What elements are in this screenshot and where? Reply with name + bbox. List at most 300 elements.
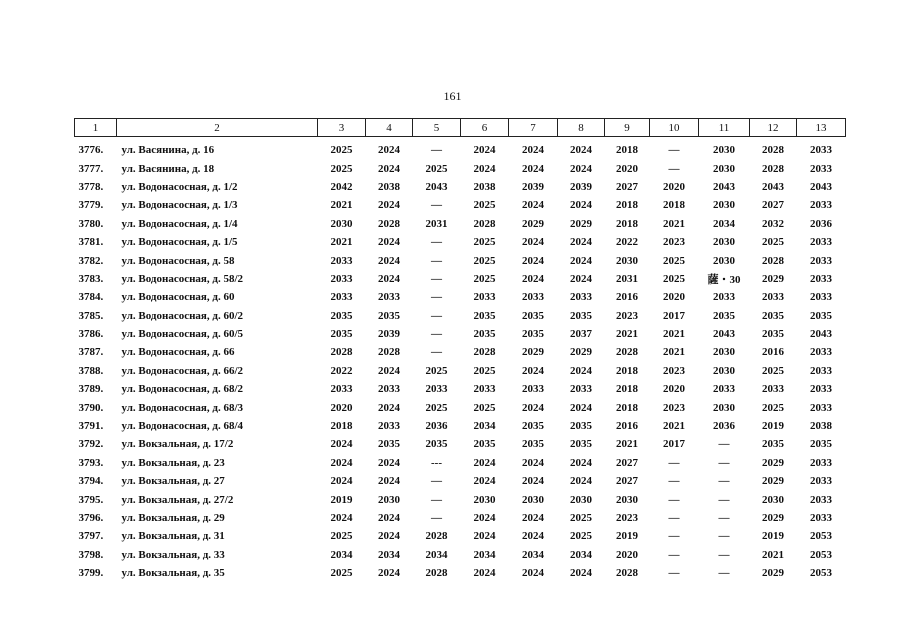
year-cell: 2024 xyxy=(570,456,592,469)
year-cell: 2025 xyxy=(473,272,496,285)
year-cell: 2030 xyxy=(522,493,544,506)
year-cell: 2033 xyxy=(810,236,832,249)
year-cell: — xyxy=(718,512,730,524)
year-cell: 2024 xyxy=(522,456,544,469)
year-cell: 2033 xyxy=(330,254,353,267)
column-header-1: 1 xyxy=(75,119,117,137)
year-cell: — xyxy=(668,512,680,524)
column-header-6: 6 xyxy=(461,119,509,137)
year-cell: 2033 xyxy=(810,364,832,377)
year-cell: 2025 xyxy=(663,254,685,267)
year-cell: 2025 xyxy=(473,364,496,377)
year-cell: 2033 xyxy=(810,144,832,157)
year-cell: — xyxy=(431,254,442,267)
year-cell: 2020 xyxy=(663,180,685,193)
year-cell: 2023 xyxy=(663,236,685,249)
year-cell: 2020 xyxy=(663,291,685,304)
address-cell: ул. Васянина, д. 16 xyxy=(121,144,215,157)
year-cell: 2028 xyxy=(330,346,353,359)
table-header xyxy=(75,119,846,137)
year-cell: 2024 xyxy=(570,254,592,267)
year-cell: 2035 xyxy=(762,309,784,322)
year-cell: 2018 xyxy=(616,199,638,212)
year-cell: 2022 xyxy=(330,364,353,377)
year-cell: — xyxy=(668,162,680,175)
row-number: 3793. xyxy=(78,456,104,469)
year-cell: 2017 xyxy=(663,438,685,451)
year-cell: 2025 xyxy=(425,364,448,377)
table-row xyxy=(75,564,846,582)
year-cell: 2024 xyxy=(522,272,544,285)
year-cell: 2034 xyxy=(713,217,735,230)
year-cell: — xyxy=(431,493,442,506)
year-cell: 2016 xyxy=(762,346,784,359)
address-cell: ул. Водонасосная, д. 1/4 xyxy=(121,217,238,230)
table-row xyxy=(75,435,846,453)
table-row xyxy=(75,509,846,527)
year-cell: 2053 xyxy=(810,567,832,580)
year-cell: 2024 xyxy=(378,401,400,414)
year-cell: 2018 xyxy=(616,401,638,414)
table-row xyxy=(75,233,846,251)
year-cell: — xyxy=(718,438,730,451)
year-cell: 2036 xyxy=(713,420,735,433)
year-cell: 2024 xyxy=(473,512,496,524)
year-cell: 2030 xyxy=(762,493,784,506)
address-cell: ул. Водонасосная, д. 1/5 xyxy=(121,236,238,249)
year-cell: 2034 xyxy=(473,548,496,561)
address-cell: ул. Водонасосная, д. 68/4 xyxy=(121,420,243,433)
year-cell: 2018 xyxy=(616,144,638,157)
year-cell: 2033 xyxy=(762,383,784,396)
year-cell: 2020 xyxy=(330,401,353,414)
table-row xyxy=(75,288,846,306)
year-cell: 2025 xyxy=(570,512,592,524)
year-cell: 2033 xyxy=(810,254,832,267)
table-row xyxy=(75,307,846,325)
year-cell: 2024 xyxy=(522,512,544,524)
year-cell: 2025 xyxy=(473,199,496,212)
table-row xyxy=(75,398,846,416)
year-cell: 2025 xyxy=(330,567,353,580)
year-cell: 2029 xyxy=(762,475,784,488)
year-cell: 2027 xyxy=(762,199,784,212)
row-number: 3778. xyxy=(78,180,104,193)
year-cell: — xyxy=(431,328,442,341)
year-cell: --- xyxy=(431,456,442,469)
year-cell: 2027 xyxy=(616,475,638,488)
year-cell: 2032 xyxy=(762,217,784,230)
year-cell: 2028 xyxy=(762,254,784,267)
year-cell: 2024 xyxy=(473,567,496,580)
table-row xyxy=(75,362,846,380)
row-number: 3781. xyxy=(78,236,104,249)
year-cell: 2034 xyxy=(330,548,353,561)
row-number: 3799. xyxy=(78,567,104,580)
year-cell: 2030 xyxy=(473,493,496,506)
year-cell: 2035 xyxy=(473,438,496,451)
year-cell: 2021 xyxy=(663,346,685,359)
year-cell: 2035 xyxy=(425,438,448,451)
year-cell: 2030 xyxy=(713,162,735,175)
year-cell: — xyxy=(718,493,730,506)
year-cell: 2018 xyxy=(616,383,638,396)
address-cell: ул. Вокзальная, д. 27/2 xyxy=(121,493,234,506)
year-cell: 2035 xyxy=(522,328,544,341)
year-cell: — xyxy=(668,475,680,488)
column-header-7: 7 xyxy=(509,119,558,137)
year-cell: 2043 xyxy=(810,328,832,341)
year-cell: 2033 xyxy=(810,162,832,175)
year-cell: 2028 xyxy=(473,346,496,359)
year-cell: 2029 xyxy=(762,272,784,285)
column-header-5: 5 xyxy=(413,119,461,137)
table-row xyxy=(75,343,846,361)
year-cell: — xyxy=(718,456,730,469)
year-cell: 2053 xyxy=(810,548,832,561)
year-cell: 2025 xyxy=(425,162,448,175)
year-cell: 2033 xyxy=(810,512,832,524)
year-cell: 2021 xyxy=(663,217,685,230)
year-cell: 2024 xyxy=(378,567,400,580)
column-header-11: 11 xyxy=(699,119,750,137)
year-cell: — xyxy=(431,512,442,524)
year-cell: 2030 xyxy=(330,217,353,230)
year-cell: 2039 xyxy=(570,180,592,193)
year-cell: 2021 xyxy=(663,420,685,433)
year-cell: 2021 xyxy=(616,328,638,341)
year-cell: 2033 xyxy=(330,291,353,304)
year-cell: 2023 xyxy=(663,401,685,414)
year-cell: 2024 xyxy=(522,475,544,488)
year-cell: 2035 xyxy=(522,309,544,322)
year-cell: 2030 xyxy=(713,144,735,157)
year-cell: 2025 xyxy=(425,401,448,414)
year-cell: 2030 xyxy=(713,254,735,267)
year-cell: 2024 xyxy=(522,530,544,543)
address-cell: ул. Водонасосная, д. 58/2 xyxy=(121,272,243,285)
year-cell: 2024 xyxy=(378,236,400,249)
year-cell: 2043 xyxy=(762,180,784,193)
row-number: 3780. xyxy=(78,217,104,230)
year-cell: 2016 xyxy=(616,291,638,304)
year-cell: 2033 xyxy=(810,475,832,488)
year-cell: — xyxy=(668,567,680,580)
year-cell: 2023 xyxy=(616,309,638,322)
year-cell: — xyxy=(718,530,730,543)
year-cell: 2025 xyxy=(570,530,592,543)
year-cell: 2029 xyxy=(570,346,592,359)
row-number: 3783. xyxy=(78,272,104,285)
year-cell: — xyxy=(668,456,680,469)
year-cell: 2035 xyxy=(570,438,592,451)
year-cell: 2033 xyxy=(810,493,832,506)
year-cell: — xyxy=(718,475,730,488)
year-cell: 2029 xyxy=(762,456,784,469)
year-cell: 2024 xyxy=(522,567,544,580)
year-cell: 2024 xyxy=(378,199,400,212)
year-cell: 2024 xyxy=(378,272,400,285)
year-cell: 2021 xyxy=(762,548,784,561)
year-cell: 2016 xyxy=(616,420,638,433)
year-cell: 2025 xyxy=(473,236,496,249)
year-cell: 2024 xyxy=(330,438,353,451)
address-cell: ул. Вокзальная, д. 33 xyxy=(121,548,225,561)
year-cell: 2024 xyxy=(570,236,592,249)
year-cell: 2030 xyxy=(713,364,735,377)
year-cell: — xyxy=(431,236,442,249)
year-cell: 2028 xyxy=(616,346,638,359)
year-cell: 2018 xyxy=(616,217,638,230)
year-cell: 2033 xyxy=(713,383,735,396)
address-cell: ул. Водонасосная, д. 68/2 xyxy=(121,383,243,396)
table-row xyxy=(75,490,846,508)
year-cell: 2028 xyxy=(473,217,496,230)
row-number: 3789. xyxy=(78,383,104,396)
year-cell: — xyxy=(668,530,680,543)
row-number: 3776. xyxy=(78,144,104,157)
year-cell: 2025 xyxy=(663,272,685,285)
page-number: 161 xyxy=(443,89,462,103)
year-cell: — xyxy=(431,475,442,488)
address-cell: ул. Водонасосная, д. 66/2 xyxy=(121,364,243,377)
row-number: 3791. xyxy=(78,420,104,433)
row-number: 3798. xyxy=(78,548,104,561)
year-cell: 2038 xyxy=(810,420,832,433)
year-cell: 2035 xyxy=(713,309,735,322)
year-cell: 2024 xyxy=(378,364,400,377)
year-cell: 2025 xyxy=(330,162,353,175)
table-row xyxy=(75,325,846,343)
table-row xyxy=(75,215,846,233)
year-cell: 2033 xyxy=(425,383,448,396)
row-number: 3792. xyxy=(78,438,104,451)
year-cell: 2033 xyxy=(473,383,496,396)
year-cell: 2034 xyxy=(570,548,592,561)
year-cell: 2017 xyxy=(663,309,685,322)
year-cell: 2039 xyxy=(378,328,400,341)
year-cell: 2030 xyxy=(713,199,735,212)
column-header-4: 4 xyxy=(366,119,413,137)
year-cell: 2024 xyxy=(378,512,400,524)
table-row xyxy=(75,159,846,177)
year-cell: 2024 xyxy=(570,364,592,377)
year-cell: 2043 xyxy=(713,180,735,193)
year-cell: — xyxy=(431,272,442,285)
table-row xyxy=(75,472,846,490)
address-cell: ул. Вокзальная, д. 35 xyxy=(121,567,225,580)
year-cell: 2038 xyxy=(378,180,400,193)
year-cell: 2024 xyxy=(378,475,400,488)
year-cell: 2024 xyxy=(473,162,496,175)
year-cell: — xyxy=(668,493,680,506)
address-cell: ул. Вокзальная, д. 17/2 xyxy=(121,438,234,451)
year-cell: — xyxy=(668,144,680,157)
year-cell: 2024 xyxy=(570,272,592,285)
year-cell: 2034 xyxy=(378,548,400,561)
row-number: 3795. xyxy=(78,493,104,506)
year-cell: 2024 xyxy=(378,162,400,175)
row-number: 3796. xyxy=(78,512,104,524)
year-cell: 2025 xyxy=(762,401,784,414)
year-cell: 2029 xyxy=(762,567,784,580)
year-cell: 2033 xyxy=(810,272,832,285)
year-cell: 2033 xyxy=(810,383,832,396)
year-cell: 2024 xyxy=(570,162,592,175)
row-number: 3777. xyxy=(78,162,104,175)
year-cell: 2024 xyxy=(570,475,592,488)
year-cell: 2030 xyxy=(713,401,735,414)
year-cell: 2029 xyxy=(570,217,592,230)
year-cell: 2024 xyxy=(522,401,544,414)
column-header-12: 12 xyxy=(750,119,797,137)
table-row xyxy=(75,546,846,564)
year-cell: 2033 xyxy=(473,291,496,304)
table-row xyxy=(75,137,846,160)
address-cell: ул. Васянина, д. 18 xyxy=(121,162,215,175)
year-cell: 2033 xyxy=(330,272,353,285)
year-cell: 2033 xyxy=(810,199,832,212)
year-cell: 2035 xyxy=(330,328,353,341)
year-cell: 2024 xyxy=(473,144,496,157)
year-cell: 2024 xyxy=(330,456,353,469)
year-cell: 2033 xyxy=(522,291,544,304)
table-row xyxy=(75,196,846,214)
address-cell: ул. Водонасосная, д. 1/3 xyxy=(121,199,238,212)
year-cell: 2035 xyxy=(810,438,832,451)
year-cell: 2030 xyxy=(713,236,735,249)
year-cell: 2029 xyxy=(522,346,544,359)
year-cell: 2035 xyxy=(522,438,544,451)
year-cell: 2035 xyxy=(522,420,544,433)
year-cell: 2037 xyxy=(570,328,592,341)
year-cell: 2024 xyxy=(570,144,592,157)
year-cell: 2021 xyxy=(616,438,638,451)
year-cell: 2025 xyxy=(473,401,496,414)
address-cell: ул. Вокзальная, д. 29 xyxy=(121,512,225,524)
year-cell: 2034 xyxy=(425,548,448,561)
year-cell: 2035 xyxy=(570,309,592,322)
year-cell: 2033 xyxy=(570,383,592,396)
year-cell: 2027 xyxy=(616,180,638,193)
year-cell: — xyxy=(431,291,442,304)
year-cell: 2035 xyxy=(378,309,400,322)
year-cell: 2024 xyxy=(570,401,592,414)
year-cell: 2024 xyxy=(570,567,592,580)
year-cell: 2029 xyxy=(762,512,784,524)
column-header-2: 2 xyxy=(117,119,318,137)
year-cell: 2021 xyxy=(330,236,353,249)
row-number: 3794. xyxy=(78,475,104,488)
year-cell: 2019 xyxy=(330,493,353,506)
year-cell: 薩・30 xyxy=(707,273,741,286)
year-cell: 2033 xyxy=(810,291,832,304)
address-cell: ул. Вокзальная, д. 27 xyxy=(121,475,225,488)
year-cell: 2053 xyxy=(810,530,832,543)
year-cell: 2024 xyxy=(522,236,544,249)
year-cell: 2025 xyxy=(473,254,496,267)
year-cell: 2035 xyxy=(330,309,353,322)
year-cell: — xyxy=(668,548,680,561)
year-cell: 2033 xyxy=(810,346,832,359)
year-cell: 2033 xyxy=(762,291,784,304)
year-cell: 2024 xyxy=(378,254,400,267)
year-cell: 2028 xyxy=(616,567,638,580)
year-cell: 2018 xyxy=(663,199,685,212)
year-cell: 2019 xyxy=(762,420,784,433)
year-cell: 2035 xyxy=(762,438,784,451)
year-cell: — xyxy=(718,548,730,561)
address-cell: ул. Водонасосная, д. 60/2 xyxy=(121,309,243,322)
column-header-8: 8 xyxy=(558,119,605,137)
year-cell: 2020 xyxy=(663,383,685,396)
year-cell: 2035 xyxy=(810,309,832,322)
year-cell: 2030 xyxy=(616,254,638,267)
year-cell: 2024 xyxy=(378,144,400,157)
year-cell: 2024 xyxy=(330,512,353,524)
year-cell: 2033 xyxy=(713,291,735,304)
year-cell: 2043 xyxy=(713,328,735,341)
year-cell: 2024 xyxy=(473,456,496,469)
year-cell: 2030 xyxy=(713,346,735,359)
row-number: 3784. xyxy=(78,291,104,304)
year-cell: 2022 xyxy=(616,236,638,249)
year-cell: 2024 xyxy=(522,199,544,212)
year-cell: 2025 xyxy=(762,236,784,249)
year-cell: 2027 xyxy=(616,456,638,469)
year-cell: 2035 xyxy=(762,328,784,341)
year-cell: 2031 xyxy=(616,272,638,285)
row-number: 3787. xyxy=(78,346,104,359)
year-cell: 2035 xyxy=(378,438,400,451)
table-row xyxy=(75,527,846,545)
year-cell: — xyxy=(431,199,442,212)
year-cell: 2034 xyxy=(473,420,496,433)
row-number: 3790. xyxy=(78,401,104,414)
address-cell: ул. Водонасосная, д. 68/3 xyxy=(121,401,243,414)
year-cell: 2033 xyxy=(810,456,832,469)
year-cell: 2034 xyxy=(522,548,544,561)
year-cell: 2030 xyxy=(378,493,400,506)
year-cell: 2028 xyxy=(425,530,448,543)
year-cell: 2028 xyxy=(378,346,400,359)
table-row xyxy=(75,251,846,269)
year-cell: 2018 xyxy=(616,364,638,377)
year-cell: 2043 xyxy=(425,180,448,193)
year-cell: 2033 xyxy=(378,291,400,304)
register-table xyxy=(74,118,846,582)
year-cell: 2024 xyxy=(522,162,544,175)
year-cell: 2024 xyxy=(473,475,496,488)
year-cell: 2028 xyxy=(762,162,784,175)
row-number: 3797. xyxy=(78,530,104,543)
year-cell: 2031 xyxy=(425,217,448,230)
table-row xyxy=(75,454,846,472)
year-cell: 2025 xyxy=(330,530,353,543)
address-cell: ул. Водонасосная, д. 58 xyxy=(121,254,235,267)
year-cell: 2025 xyxy=(762,364,784,377)
year-cell: 2020 xyxy=(616,548,638,561)
year-cell: — xyxy=(431,346,442,359)
year-cell: 2036 xyxy=(425,420,448,433)
address-cell: ул. Водонасосная, д. 60/5 xyxy=(121,328,243,341)
year-cell: — xyxy=(431,309,442,322)
year-cell: 2024 xyxy=(522,364,544,377)
year-cell: 2024 xyxy=(378,456,400,469)
year-cell: 2021 xyxy=(663,328,685,341)
column-header-3: 3 xyxy=(318,119,366,137)
year-cell: 2028 xyxy=(425,567,448,580)
